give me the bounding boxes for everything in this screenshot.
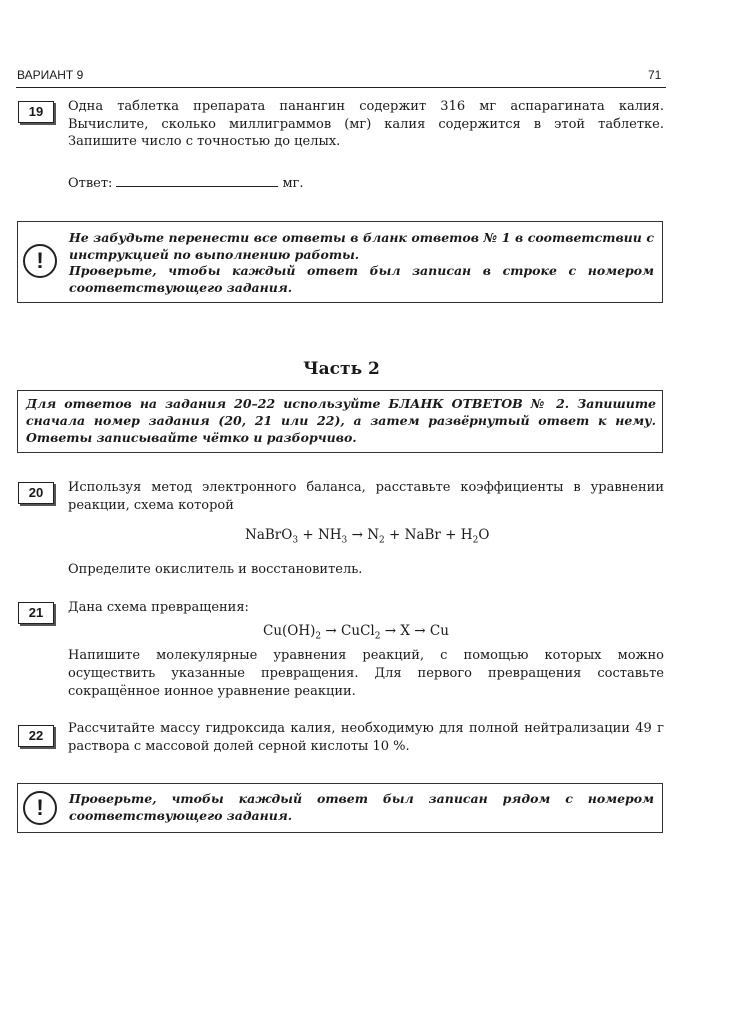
notice-2-text: Проверьте, чтобы каждый ответ был записан рядом с номером соответствующего задания. [69,791,654,823]
task-20-number: 20 [18,482,54,504]
plus-sign: + [384,527,405,543]
scheme-arrow: → [321,623,342,639]
notice-box-2 [17,783,663,833]
product-3: H [460,527,473,543]
notice-1-text [69,230,654,296]
scheme-substance-2: CuCl [341,623,375,639]
product-3-sub: 2 [472,535,479,546]
part-2-instruction-box [17,390,663,453]
scheme-substance-3: X [400,623,410,639]
task-19-text: Одна таблетка препарата панангин содержит 316 мг аспарагината калия. Вычислите, сколько миллиграммов (мг) калия содержится в этой таблетке. Запишите число с точностью до целых. [68,99,664,149]
header-rule [16,87,666,88]
product-3-tail: O [478,527,490,543]
variant-label: ВАРИАНТ 9 [17,68,84,82]
notice-box-1 [17,221,663,303]
reactant-1-sub: 3 [292,535,299,546]
product-1-sub: 2 [379,535,385,546]
task-21-scheme [263,623,449,642]
notice-1-line-2: Проверьте, чтобы каждый ответ был записан в строке с номером соответствующего задания. [69,263,654,295]
notice-1-line-1: Не забудьте перенести все ответы в бланк ответов № 1 в соответствии с инструкцией по выполнению работы. [69,230,654,262]
product-2: NaBr [404,527,441,543]
plus-sign: + [298,527,318,543]
task-21-intro: Дана схема превращения: [68,600,249,615]
scheme-arrow: → [380,623,401,639]
exclamation-icon: ! [23,791,57,825]
task-20-formula [245,527,489,546]
page-number: 71 [648,68,662,82]
reaction-arrow: → [347,527,368,543]
reactant-2-sub: 3 [341,535,348,546]
scheme-arrow: → [409,623,430,639]
plus-sign: + [440,527,461,543]
exclamation-icon: ! [23,244,57,278]
scheme-substance-1: Cu(OH) [263,623,316,639]
task-19-answer [68,174,304,191]
answer-unit: мг. [282,176,304,191]
task-19-number: 19 [18,101,54,123]
task-22-text: Рассчитайте массу гидроксида калия, необходимую для полной нейтрализации 49 г раствора с массовой долей серной кислоты 10 %. [68,721,664,754]
product-1: N [367,527,379,543]
task-21-number: 21 [18,602,54,624]
reactant-2: NH [317,527,342,543]
part-2-title: Часть 2 [303,359,380,379]
reactant-1: NaBrO [245,527,293,543]
task-21-text: Напишите молекулярные уравнения реакций, с помощью которых можно осуществить указанные превращения. Для первого превращения составьте сокращённое ионное уравнение реакции. [68,648,664,699]
scheme-substance-4: Cu [429,623,449,639]
task-22-number: 22 [18,725,54,747]
answer-blank-line[interactable] [116,174,278,187]
scheme-substance-2-sub: 2 [374,631,381,642]
part-2-instruction: Для ответов на задания 20–22 используйте БЛАНК ОТВЕТОВ № 2. Запишите сначала номер задания (20, 21 или 22), а затем развёрнутый ответ к нему. Ответы записывайте чётко и разборчиво. [26,396,656,445]
scheme-substance-1-sub: 2 [315,631,322,642]
answer-label: Ответ: [68,176,113,191]
task-20-question: Определите окислитель и восстановитель. [68,562,363,577]
task-20-text: Используя метод электронного баланса, расставьте коэффициенты в уравнении реакции, схема которой [68,480,664,513]
